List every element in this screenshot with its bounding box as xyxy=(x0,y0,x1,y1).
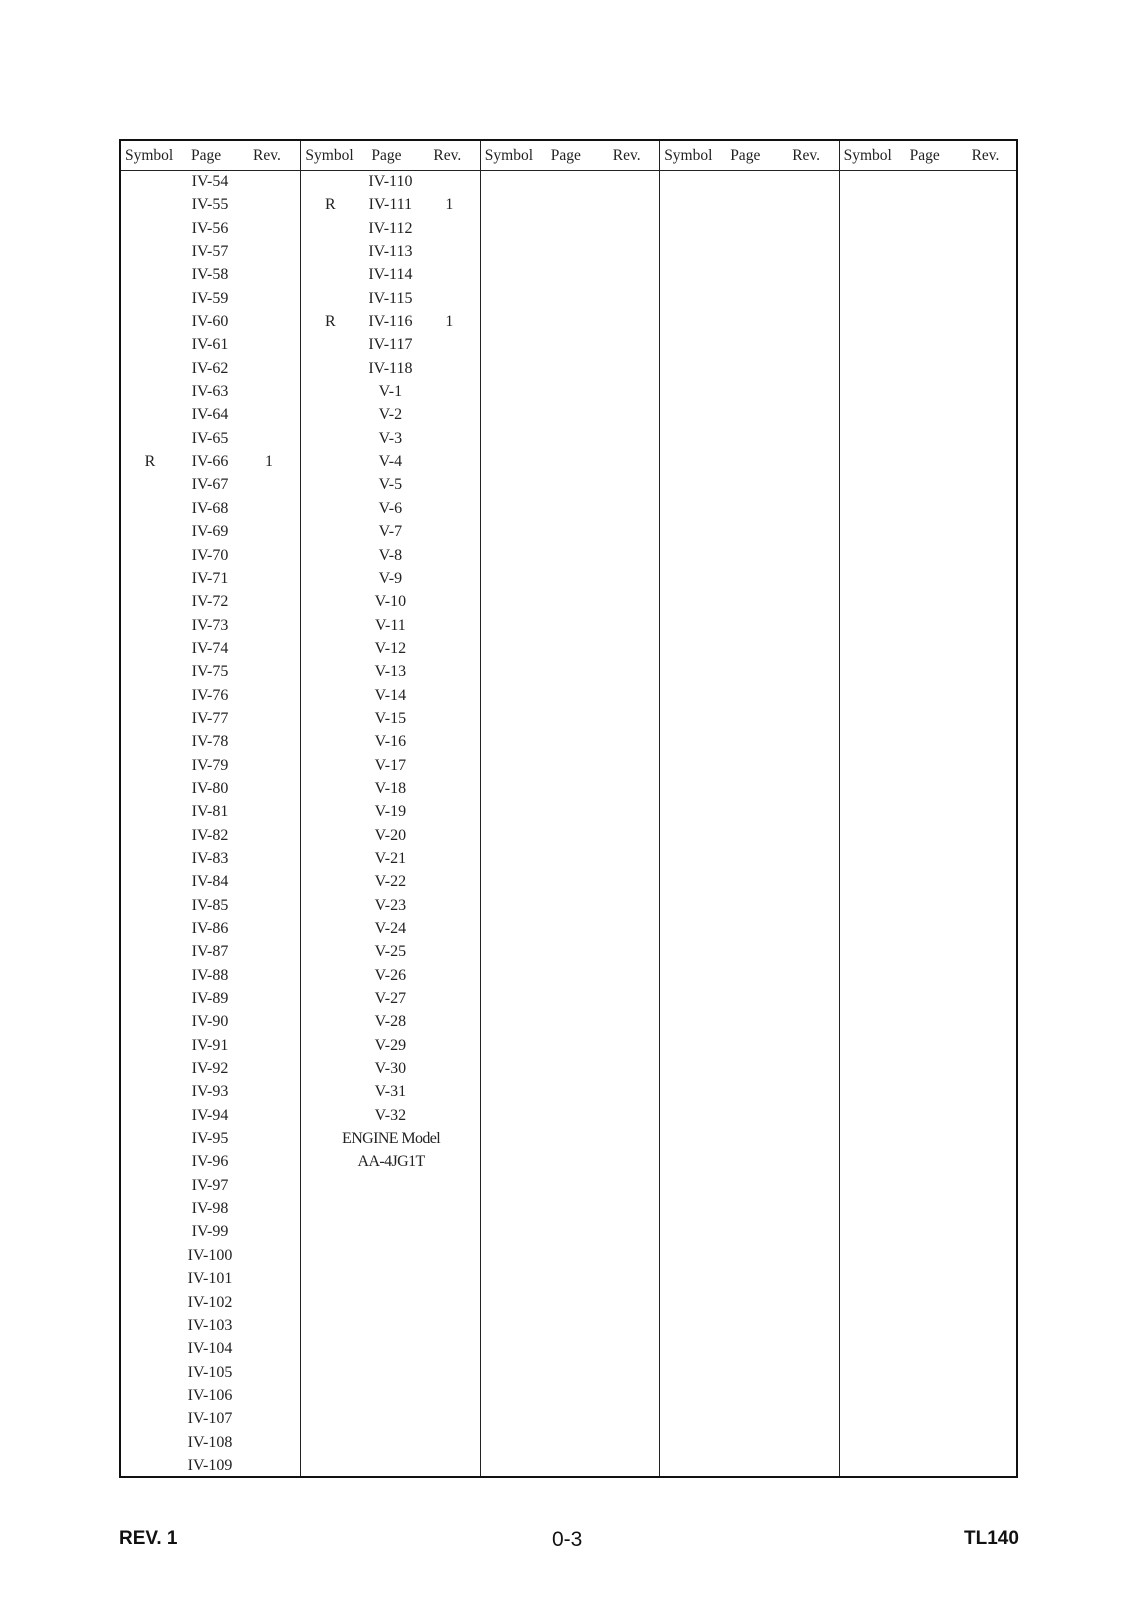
table-row xyxy=(301,987,479,1010)
table-row xyxy=(121,1361,300,1384)
table-row xyxy=(121,1034,300,1057)
row-page: IV-104 xyxy=(187,1340,233,1358)
table-row xyxy=(301,754,479,777)
row-page: IV-77 xyxy=(191,709,229,727)
table-row xyxy=(121,614,300,637)
row-page: IV-62 xyxy=(191,359,229,377)
row-page: IV-60 xyxy=(191,313,229,331)
table-row xyxy=(121,964,300,987)
table-row xyxy=(301,427,479,450)
row-page: IV-113 xyxy=(368,243,413,261)
column-header xyxy=(121,141,300,171)
row-page: V-22 xyxy=(374,873,407,891)
header-rev: Rev. xyxy=(792,147,821,164)
table-row xyxy=(301,450,479,473)
table-row xyxy=(121,1057,300,1080)
table-row xyxy=(121,1127,300,1150)
table-row xyxy=(121,263,300,286)
table-row xyxy=(121,1174,300,1197)
table-row xyxy=(121,590,300,613)
row-page: IV-83 xyxy=(191,849,229,867)
column-body xyxy=(121,170,300,1477)
row-page: V-19 xyxy=(374,803,407,821)
row-page: IV-54 xyxy=(191,173,229,190)
row-page: IV-98 xyxy=(191,1200,229,1218)
header-rev: Rev. xyxy=(433,147,462,164)
row-page: IV-95 xyxy=(191,1130,229,1148)
table-column xyxy=(839,141,1016,1476)
row-page: IV-91 xyxy=(191,1036,229,1054)
row-page: IV-118 xyxy=(368,359,413,377)
row-page: V-23 xyxy=(374,896,407,914)
row-page: IV-68 xyxy=(191,499,229,517)
table-row xyxy=(301,357,479,380)
engine-model-note: ENGINE Model xyxy=(342,1130,441,1148)
column-body xyxy=(301,170,479,1174)
header-page: Page xyxy=(909,147,940,164)
table-row xyxy=(301,380,479,403)
table-row xyxy=(301,193,479,216)
table-row xyxy=(301,730,479,753)
table-column xyxy=(480,141,659,1476)
table-column xyxy=(121,141,300,1476)
row-page: IV-100 xyxy=(187,1246,233,1264)
table-row xyxy=(301,240,479,263)
table-row xyxy=(301,403,479,426)
table-row xyxy=(121,287,300,310)
table-row xyxy=(121,240,300,263)
table-row xyxy=(301,777,479,800)
table-row xyxy=(121,824,300,847)
table-row xyxy=(121,660,300,683)
footer-page-number: 0-3 xyxy=(552,1528,583,1551)
row-page: IV-63 xyxy=(191,383,229,401)
table-row xyxy=(301,263,479,286)
table-row xyxy=(121,333,300,356)
table-row xyxy=(301,333,479,356)
row-page: V-28 xyxy=(374,1013,407,1031)
table-row xyxy=(301,497,479,520)
row-page: IV-61 xyxy=(191,336,229,354)
header-symbol: Symbol xyxy=(484,147,534,164)
table-row xyxy=(301,800,479,823)
table-row xyxy=(121,497,300,520)
table-row xyxy=(121,847,300,870)
table-row xyxy=(301,614,479,637)
row-page: IV-72 xyxy=(191,593,229,611)
row-page: IV-94 xyxy=(191,1106,229,1124)
row-page: V-8 xyxy=(378,546,403,564)
table-row xyxy=(121,427,300,450)
table-row xyxy=(301,707,479,730)
revision-table xyxy=(119,139,1018,1478)
column-header xyxy=(840,141,1016,171)
row-page: IV-78 xyxy=(191,733,229,751)
header-symbol: Symbol xyxy=(843,147,892,164)
table-row xyxy=(121,1454,300,1477)
table-row xyxy=(301,637,479,660)
header-page: Page xyxy=(730,147,761,164)
row-page: IV-96 xyxy=(191,1153,229,1171)
row-page: V-14 xyxy=(374,686,407,704)
column-header xyxy=(660,141,838,171)
row-page: IV-81 xyxy=(191,803,229,821)
table-row xyxy=(121,1197,300,1220)
header-page: Page xyxy=(550,147,581,164)
table-row xyxy=(301,1080,479,1103)
table-row xyxy=(301,1034,479,1057)
column-header xyxy=(301,141,479,171)
row-page: IV-73 xyxy=(191,616,229,634)
header-rev: Rev. xyxy=(612,147,641,164)
table-row xyxy=(121,1010,300,1033)
row-symbol: R xyxy=(325,313,336,331)
table-row xyxy=(121,380,300,403)
table-row xyxy=(121,1080,300,1103)
row-page: IV-108 xyxy=(187,1433,233,1451)
row-page: V-31 xyxy=(374,1083,407,1101)
row-page: IV-64 xyxy=(191,406,229,424)
row-page: V-25 xyxy=(374,943,407,961)
row-page: IV-66 xyxy=(191,453,229,471)
row-page: IV-85 xyxy=(191,896,229,914)
row-page: V-5 xyxy=(378,476,403,494)
table-row xyxy=(301,824,479,847)
table-row xyxy=(121,730,300,753)
table-row xyxy=(121,544,300,567)
table-row xyxy=(121,170,300,193)
table-row xyxy=(121,1407,300,1430)
header-symbol: Symbol xyxy=(305,147,354,164)
table-column xyxy=(300,141,479,1476)
header-symbol: Symbol xyxy=(125,147,174,164)
footer-revision: REV. 1 xyxy=(119,1528,178,1549)
row-page: IV-92 xyxy=(191,1060,229,1078)
row-page: IV-114 xyxy=(368,266,413,284)
table-row xyxy=(121,193,300,216)
table-row xyxy=(301,310,479,333)
row-page: IV-102 xyxy=(187,1293,233,1311)
table-row xyxy=(121,1267,300,1290)
row-page: V-26 xyxy=(374,966,407,984)
table-row xyxy=(301,684,479,707)
table-row xyxy=(121,940,300,963)
footer-model: TL140 xyxy=(964,1528,1019,1549)
row-page: IV-75 xyxy=(191,663,229,681)
row-page: IV-82 xyxy=(191,826,229,844)
table-row xyxy=(121,450,300,473)
row-page: IV-89 xyxy=(191,990,229,1008)
table-row xyxy=(121,870,300,893)
table-row xyxy=(121,1220,300,1243)
row-page: IV-55 xyxy=(191,196,229,214)
table-row xyxy=(301,917,479,940)
table-row xyxy=(301,473,479,496)
row-page: IV-106 xyxy=(187,1386,233,1404)
table-row xyxy=(301,1010,479,1033)
row-page: V-3 xyxy=(378,429,403,447)
table-row xyxy=(121,473,300,496)
table-row xyxy=(121,684,300,707)
table-row xyxy=(301,217,479,240)
header-page: Page xyxy=(191,147,222,164)
table-row xyxy=(121,987,300,1010)
row-page: V-15 xyxy=(374,709,407,727)
row-page: IV-84 xyxy=(191,873,229,891)
row-page: IV-107 xyxy=(187,1410,233,1428)
table-row xyxy=(301,660,479,683)
row-page: V-4 xyxy=(378,453,403,471)
row-page: IV-67 xyxy=(191,476,229,494)
row-page: IV-97 xyxy=(191,1176,229,1194)
row-page: V-13 xyxy=(374,663,407,681)
row-page: V-11 xyxy=(374,616,406,634)
row-page: V-10 xyxy=(374,593,407,611)
row-page: IV-103 xyxy=(187,1316,233,1334)
table-row xyxy=(121,1104,300,1127)
row-page: V-20 xyxy=(374,826,407,844)
table-row xyxy=(121,637,300,660)
table-row xyxy=(121,1337,300,1360)
table-row xyxy=(121,1291,300,1314)
row-page: IV-111 xyxy=(368,196,413,214)
row-page: IV-115 xyxy=(368,289,413,307)
row-page: V-30 xyxy=(374,1060,407,1078)
row-page: V-6 xyxy=(378,499,403,517)
row-page: V-18 xyxy=(374,779,407,797)
row-page: V-32 xyxy=(374,1106,407,1124)
row-page: IV-70 xyxy=(191,546,229,564)
column-header xyxy=(481,141,659,171)
row-page: IV-59 xyxy=(191,289,229,307)
row-rev: 1 xyxy=(445,313,454,331)
row-page: V-16 xyxy=(374,733,407,751)
table-row xyxy=(301,1104,479,1127)
row-page: IV-88 xyxy=(191,966,229,984)
row-page: IV-74 xyxy=(191,639,229,657)
row-page: IV-110 xyxy=(368,173,413,190)
table-row xyxy=(121,403,300,426)
table-row xyxy=(121,1384,300,1407)
table-row xyxy=(121,1431,300,1454)
row-page: IV-79 xyxy=(191,756,229,774)
row-page: IV-58 xyxy=(191,266,229,284)
row-page: V-17 xyxy=(374,756,407,774)
table-row xyxy=(121,357,300,380)
row-page: V-24 xyxy=(374,920,407,937)
row-page: IV-57 xyxy=(191,243,229,261)
row-page: IV-86 xyxy=(191,920,229,937)
row-page: V-7 xyxy=(378,523,403,541)
table-row xyxy=(301,590,479,613)
row-symbol: R xyxy=(325,196,336,214)
header-rev: Rev. xyxy=(253,147,281,164)
row-page: IV-65 xyxy=(191,429,229,447)
row-page: IV-90 xyxy=(191,1013,229,1031)
table-row xyxy=(301,520,479,543)
table-row xyxy=(301,940,479,963)
row-page: V-27 xyxy=(374,990,407,1008)
table-row xyxy=(121,754,300,777)
row-rev: 1 xyxy=(265,453,273,471)
table-row xyxy=(301,567,479,590)
row-page: IV-112 xyxy=(368,219,413,237)
row-page: V-29 xyxy=(374,1036,407,1054)
row-page: IV-56 xyxy=(191,219,229,237)
table-row xyxy=(301,287,479,310)
table-row xyxy=(301,964,479,987)
row-page: V-2 xyxy=(378,406,403,424)
table-row xyxy=(121,217,300,240)
row-page: V-12 xyxy=(374,639,407,657)
row-rev: 1 xyxy=(445,196,454,214)
table-row xyxy=(301,544,479,567)
table-row xyxy=(301,847,479,870)
row-page: IV-69 xyxy=(191,523,229,541)
row-symbol: R xyxy=(144,453,156,471)
table-column xyxy=(659,141,838,1476)
row-page: V-1 xyxy=(378,383,403,401)
row-page: IV-99 xyxy=(191,1223,229,1241)
table-row xyxy=(121,917,300,940)
row-page: IV-116 xyxy=(368,313,413,331)
table-row xyxy=(121,894,300,917)
table-row xyxy=(121,800,300,823)
table-row xyxy=(121,1150,300,1173)
table-row xyxy=(301,870,479,893)
table-row xyxy=(301,894,479,917)
header-rev: Rev. xyxy=(971,147,1000,164)
row-page: IV-93 xyxy=(191,1083,229,1101)
row-page: IV-109 xyxy=(187,1456,233,1474)
table-row xyxy=(121,567,300,590)
table-row xyxy=(121,1314,300,1337)
row-page: IV-105 xyxy=(187,1363,233,1381)
row-page: IV-117 xyxy=(368,336,413,354)
header-symbol: Symbol xyxy=(664,147,713,164)
header-page: Page xyxy=(371,147,402,164)
table-row xyxy=(121,777,300,800)
row-page: IV-76 xyxy=(191,686,229,704)
row-page: IV-71 xyxy=(191,569,229,587)
table-row xyxy=(121,1244,300,1267)
engine-model-note: AA-4JG1T xyxy=(357,1153,425,1171)
table-row xyxy=(301,1057,479,1080)
row-page: V-9 xyxy=(378,569,403,587)
table-row xyxy=(121,707,300,730)
row-page: IV-80 xyxy=(191,779,229,797)
table-row xyxy=(301,170,479,193)
row-page: IV-101 xyxy=(187,1270,233,1288)
table-row xyxy=(121,310,300,333)
row-page: IV-87 xyxy=(191,943,229,961)
row-page: V-21 xyxy=(374,849,407,867)
table-row xyxy=(121,520,300,543)
